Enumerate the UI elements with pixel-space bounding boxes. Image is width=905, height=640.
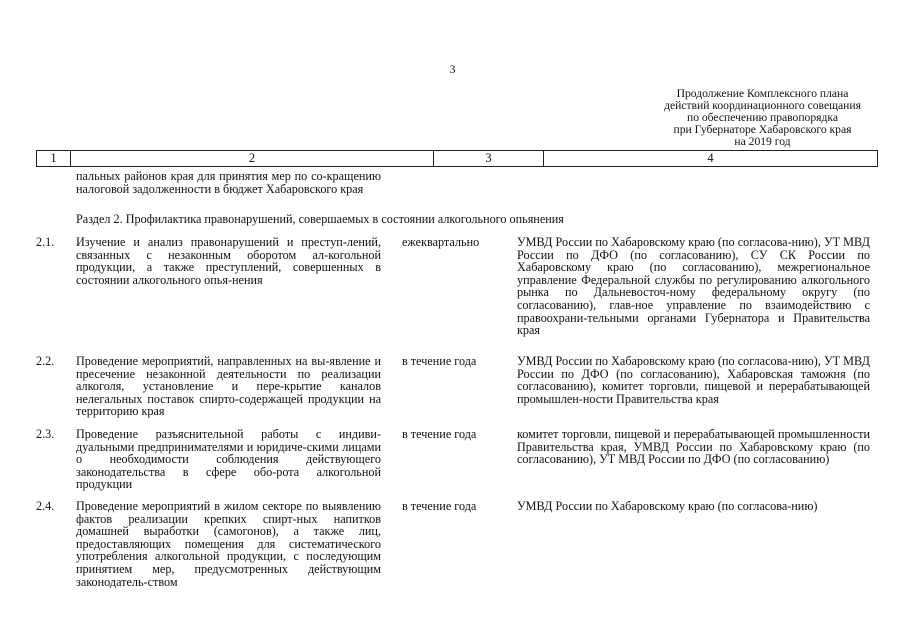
header-line: на 2019 год: [734, 135, 791, 148]
row-executors: комитет торговли, пищевой и перерабатывающей промышленности Правительства края, УМВД России по Хабаровскому краю (по согласованию), УТ МВД России по ДФО (по согласованию): [517, 427, 870, 467]
document-header: [640, 88, 885, 148]
row-measure: Проведение разъяснительной работы с индиви-дуальными предпринимателями и юридиче-скими лицами о необходимости соблюдения действующего законодательства в сфере обо-рота алкогольной продукции: [76, 427, 381, 492]
row-term: в течение года: [402, 499, 477, 513]
row-executors: УМВД России по Хабаровскому краю (по согласова-нию): [517, 499, 818, 513]
row-number: 2.2.: [36, 354, 55, 368]
row-term: ежеквартально: [402, 235, 480, 249]
header-line: по обеспечению правопорядка: [686, 111, 838, 124]
row-measure: Проведение мероприятий, направленных на вы-явление и пресечение незаконной деятельности по реализации алкоголя, установление и пере-крытие каналов нелегальных поставок спирто-содержащей продукции на территорию края: [76, 354, 381, 419]
row-number: 2.3.: [36, 427, 55, 441]
column-header-row: [36, 150, 878, 167]
column-header-4: 4: [707, 151, 714, 165]
header-line: при Губернаторе Хабаровского края: [673, 123, 852, 136]
continuation-text: пальных районов края для принятия мер по со-кращению налоговой задолженности в бюджет Хабаровского края: [76, 169, 381, 196]
row-number: 2.1.: [36, 235, 55, 249]
row-measure: Проведение мероприятий в жилом секторе по выявлению фактов реализации крепких спирт-ных напитков домашней выработки (самогонов), а также лиц, предоставляющих помещения для систематического употребления алкогольной продукции, с последующим принятием мер, предусмотренных действующим законодатель-ством: [76, 499, 381, 589]
column-header-1: 1: [50, 151, 57, 165]
column-header-2: 2: [248, 151, 256, 165]
row-executors: УМВД России по Хабаровскому краю (по согласова-нию), УТ МВД России по ДФО (по согласованию), Хабаровская таможня (по согласованию), комитет торговли, пищевой и перерабатывающей промышлен-ности Правительства края: [517, 354, 870, 406]
page-number: 3: [449, 62, 456, 76]
row-measure: Изучение и анализ правонарушений и преступ-лений, связанных с незаконным оборотом ал-когольной продукции, а также преступлений, совершенных в состоянии алкогольного опья-нения: [76, 235, 381, 287]
header-line: Продолжение Комплексного плана: [676, 87, 849, 100]
column-header-3: 3: [485, 151, 492, 165]
header-line: действий координационного совещания: [664, 99, 861, 112]
row-term: в течение года: [402, 427, 477, 441]
row-executors: УМВД России по Хабаровскому краю (по согласова-нию), УТ МВД России по ДФО (по согласованию), СУ СК России по Хабаровскому краю (по согласованию), межрегиональное управление Федеральной службы по регулированию алкогольного рынка по Дальневосточ-ному федеральному округу (по согласованию), глав-ное управление по взаимодействию с правоохрани-тельными органами Губернатора и Правительства края: [517, 235, 870, 338]
section-title: Раздел 2. Профилактика правонарушений, совершаемых в состоянии алкогольного опьянения: [76, 212, 564, 226]
row-number: 2.4.: [36, 499, 55, 513]
row-term: в течение года: [402, 354, 477, 368]
